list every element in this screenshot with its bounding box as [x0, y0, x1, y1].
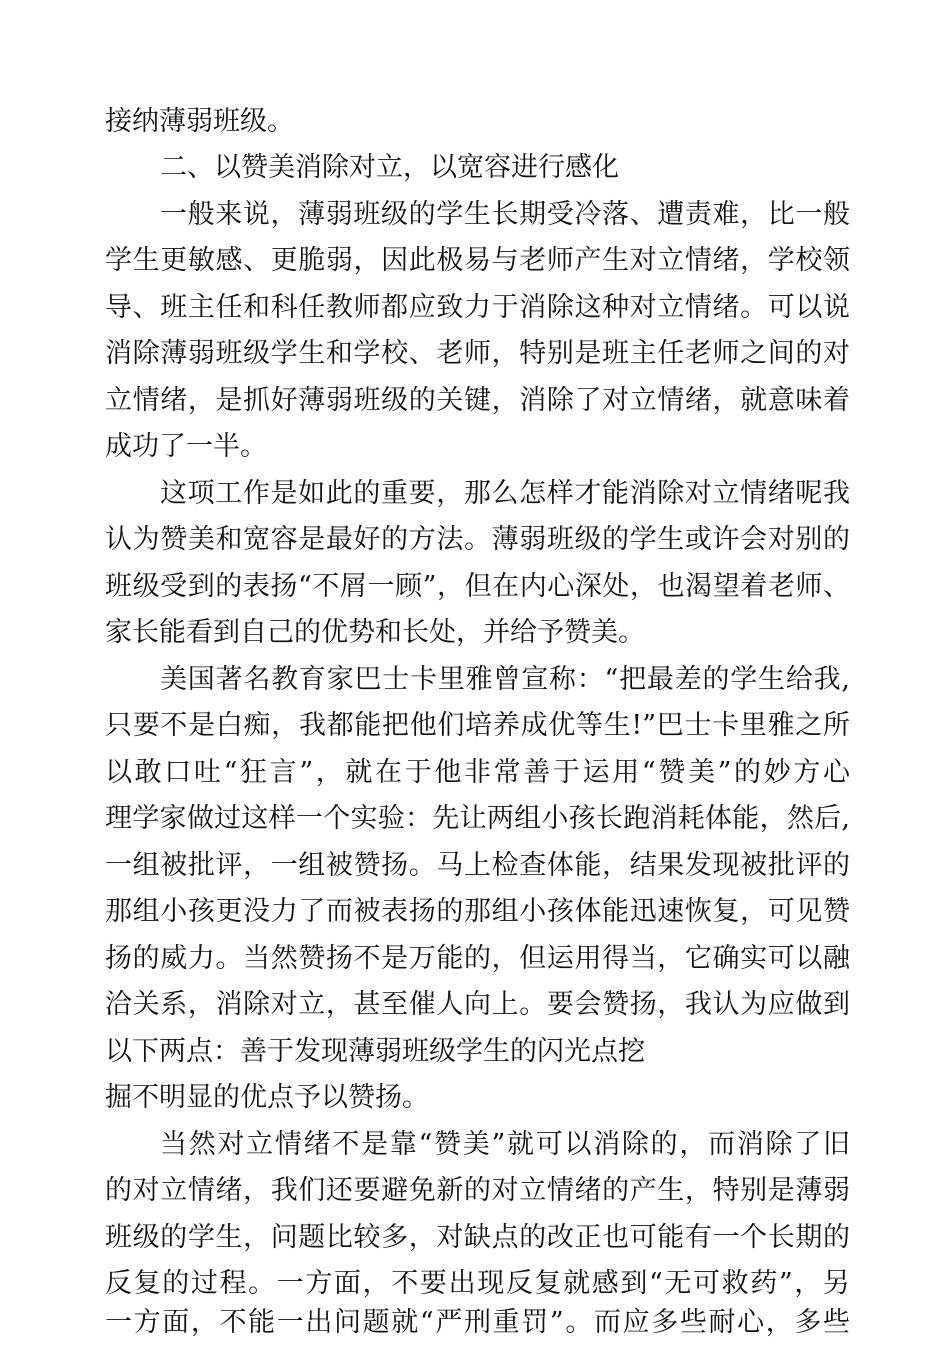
text-line: 的对立情绪，我们还要避免新的对立情绪的产生，特别是薄弱 [105, 1175, 850, 1206]
text-line: 学生更敏感、更脆弱，因此极易与老师产生对立情绪，学校领 [105, 245, 850, 276]
text-line: 当然对立情绪不是靠“赞美”就可以消除的，而消除了旧 [160, 1129, 850, 1160]
text-line: 扬的威力。当然赞扬不是万能的，但运用得当，它确实可以融 [105, 943, 850, 974]
text-line: 班级的学生，问题比较多，对缺点的改正也可能有一个长期的 [105, 1222, 850, 1253]
text-line: 立情绪，是抓好薄弱班级的关键，消除了对立情绪，就意味着 [105, 385, 850, 416]
text-line: 洽关系，消除对立，甚至催人向上。要会赞扬，我认为应做到 [105, 989, 850, 1020]
text-line: 成功了一半。 [105, 431, 267, 462]
text-line: 一方面，不能一出问题就“严刑重罚”。而应多些耐心，多些 [105, 1307, 850, 1338]
text-line: 理学家做过这样一个实验：先让两组小孩长跑消耗体能，然后, [105, 803, 850, 834]
text-line: 美国著名教育家巴士卡里雅曾宣称：“把最差的学生给我, [160, 664, 850, 695]
text-line: 只要不是白痴，我都能把他们培养成优等生!”巴士卡里雅之所 [105, 710, 850, 741]
text-line: 这项工作是如此的重要，那么怎样才能消除对立情绪呢我 [160, 478, 850, 509]
text-line: 以敢口吐“狂言”，就在于他非常善于运用“赞美”的妙方心 [105, 757, 850, 788]
text-line: 消除薄弱班级学生和学校、老师，特别是班主任老师之间的对 [105, 338, 850, 369]
section-heading: 二、以赞美消除对立，以宽容进行感化 [160, 152, 619, 183]
text-line: 一般来说，薄弱班级的学生长期受冷落、遭责难，比一般 [160, 199, 850, 230]
text-line: 班级受到的表扬“不屑一顾”，但在内心深处，也渴望着老师、 [105, 571, 850, 602]
text-line: 反复的过程。一方面，不要出现反复就感到“无可救药”，另 [105, 1268, 850, 1299]
text-line: 掘不明显的优点予以赞扬。 [105, 1082, 429, 1113]
text-line: 一组被批评，一组被赞扬。马上检查体能，结果发现被批评的 [105, 850, 850, 881]
text-line: 导、班主任和科任教师都应致力于消除这种对立情绪。可以说 [105, 292, 850, 323]
text-line: 那组小孩更没力了而被表扬的那组小孩体能迅速恢复，可见赞 [105, 896, 850, 927]
text-line: 接纳薄弱班级。 [105, 106, 294, 137]
text-line: 家长能看到自己的优势和长处，并给予赞美。 [105, 617, 645, 648]
text-line: 以下两点：善于发现薄弱班级学生的闪光点挖 [105, 1036, 645, 1067]
text-line: 认为赞美和宽容是最好的方法。薄弱班级的学生或许会对别的 [105, 524, 850, 555]
